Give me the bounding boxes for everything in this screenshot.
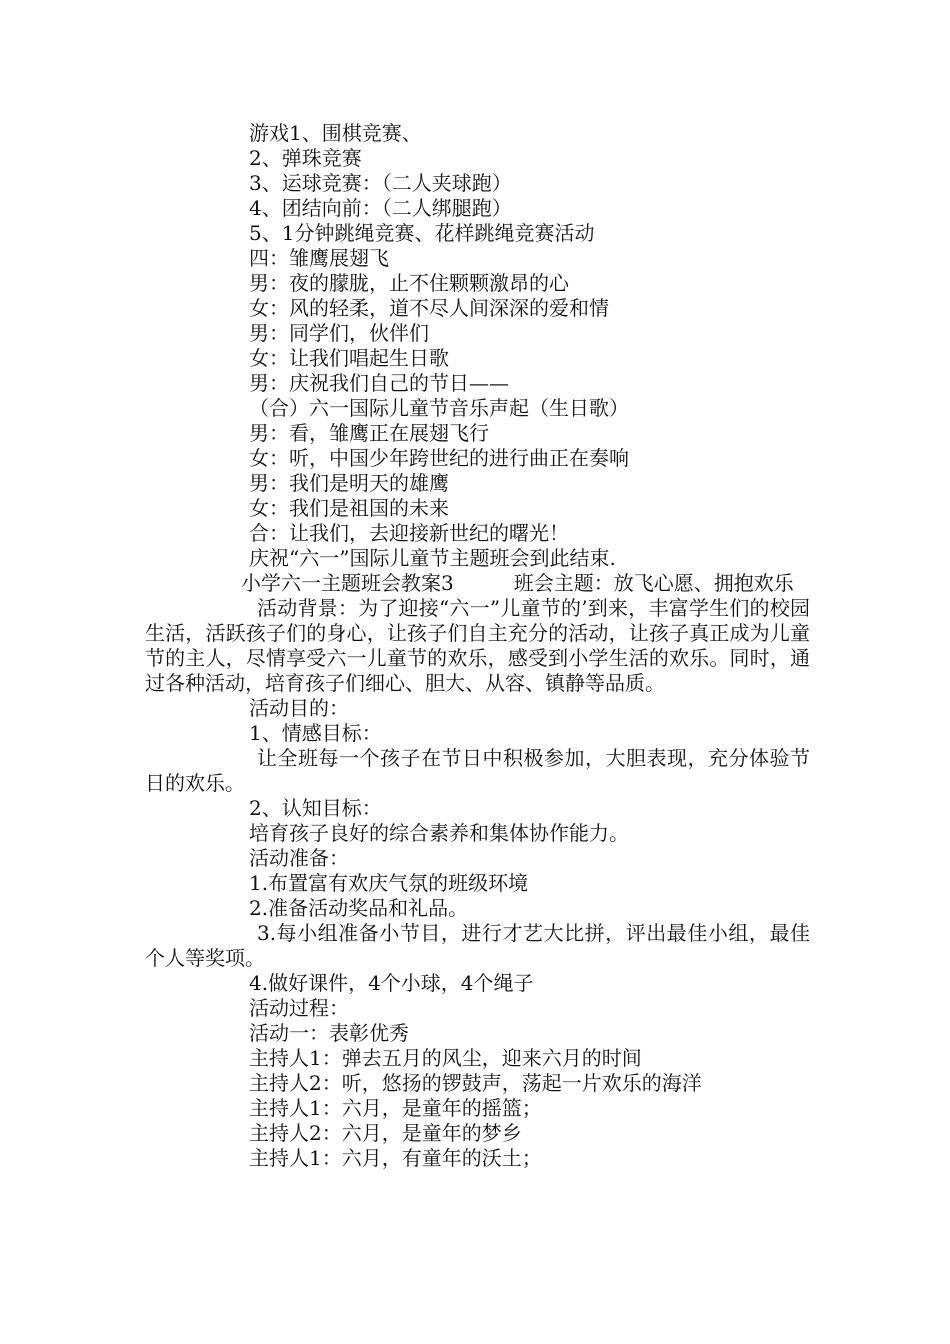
dialogue-line: 女：听，中国少年跨世纪的进行曲正在奏响 bbox=[249, 446, 629, 470]
host-line: 主持人2：六月，是童年的梦乡 bbox=[249, 1121, 522, 1145]
activity1-heading: 活动一：表彰优秀 bbox=[249, 1021, 409, 1045]
process-heading: 活动过程： bbox=[249, 996, 349, 1020]
prep-item: 1.布置富有欢庆气氛的班级环境 bbox=[249, 871, 529, 895]
text-line: 5、1分钟跳绳竞赛、花样跳绳竞赛活动 bbox=[249, 221, 595, 245]
text-line: 4、团结向前：（二人绑腿跑） bbox=[249, 196, 512, 220]
goal2-heading: 2、认知目标： bbox=[249, 796, 382, 820]
host-line: 主持人2：听，悠扬的锣鼓声，荡起一片欢乐的海洋 bbox=[249, 1071, 702, 1095]
host-line: 主持人1：弹去五月的风尘，迎来六月的时间 bbox=[249, 1046, 642, 1070]
text-line: 3、运球竞赛：（二人夹球跑） bbox=[249, 171, 512, 195]
prep-item: 4.做好课件，4个小球，4个绳子 bbox=[249, 971, 534, 995]
dialogue-line: 男：同学们，伙伴们 bbox=[249, 321, 429, 345]
host-line: 主持人1：六月，是童年的摇篮； bbox=[249, 1096, 542, 1120]
dialogue-line: 男：夜的朦胧，止不住颗颗激昂的心 bbox=[249, 271, 569, 295]
dialogue-line: 男：看，雏鹰正在展翅飞行 bbox=[249, 421, 489, 445]
dialogue-line: 合：让我们，去迎接新世纪的曙光！ bbox=[249, 521, 569, 545]
section-title: 小学六一主题班会教案3 班会主题：放飞心愿、拥抱欢乐 bbox=[241, 571, 794, 595]
goal1-text: 让全班每一个孩子在节日中积极参加，大胆表现，充分体验节日的欢乐。 bbox=[145, 746, 810, 795]
goal2-text: 培育孩子良好的综合素养和集体协作能力。 bbox=[249, 821, 629, 845]
prep-heading: 活动准备： bbox=[249, 846, 349, 870]
dialogue-line: 女：风的轻柔，道不尽人间深深的爱和情 bbox=[249, 296, 609, 320]
prep-item: 3.每小组准备小节目，进行才艺大比拼，评出最佳小组，最佳个人等奖项。 bbox=[145, 921, 810, 970]
goal-heading: 活动目的： bbox=[249, 696, 349, 720]
goal1-heading: 1、情感目标： bbox=[249, 721, 382, 745]
dialogue-line: （合）六一国际儿童节音乐声起（生日歌） bbox=[249, 396, 629, 420]
prep-item: 2.准备活动奖品和礼品。 bbox=[249, 896, 469, 920]
text-line: 2、弹珠竞赛 bbox=[249, 146, 362, 170]
dialogue-line: 女：让我们唱起生日歌 bbox=[249, 346, 449, 370]
dialogue-line: 男：庆祝我们自己的节日—— bbox=[249, 371, 509, 395]
host-line: 主持人1：六月，有童年的沃土； bbox=[249, 1146, 542, 1170]
document-body bbox=[145, 121, 810, 1171]
dialogue-line: 女：我们是祖国的未来 bbox=[249, 496, 449, 520]
background-paragraph: 活动背景：为了迎接“六一”儿童节的’到来，丰富学生们的校园生活，活跃孩子们的身心，让孩子们自主充分的活动，让孩子真正成为儿童节的主人，尽情享受六一儿童节的欢乐，感受到小学生活的欢乐。同时，通过各种活动，培育孩子们细心、胆大、从容、镇静等品质。 bbox=[145, 596, 810, 695]
closing-line: 庆祝“六一”国际儿童节主题班会到此结束. bbox=[249, 546, 616, 570]
text-line: 游戏1、围棋竞赛、 bbox=[249, 121, 422, 145]
section-heading: 四：雏鹰展翅飞 bbox=[249, 246, 389, 270]
dialogue-line: 男：我们是明天的雄鹰 bbox=[249, 471, 449, 495]
